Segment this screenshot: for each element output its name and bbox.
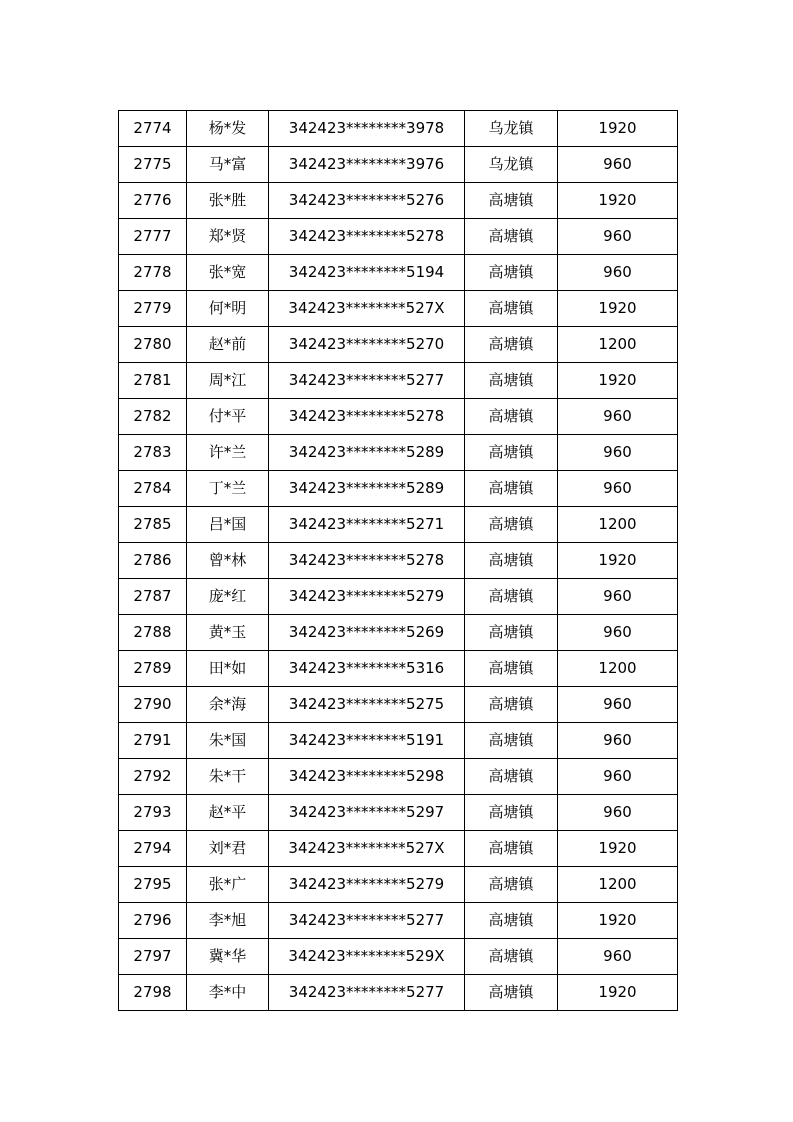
cell-town: 高塘镇 bbox=[465, 471, 558, 507]
cell-name: 马*富 bbox=[187, 147, 269, 183]
cell-id-number: 342423********5297 bbox=[269, 795, 465, 831]
cell-id-number: 342423********527X bbox=[269, 831, 465, 867]
cell-id-number: 342423********5269 bbox=[269, 615, 465, 651]
cell-name: 张*广 bbox=[187, 867, 269, 903]
table-row bbox=[119, 939, 678, 975]
cell-name: 黄*玉 bbox=[187, 615, 269, 651]
cell-id-number: 342423********5316 bbox=[269, 651, 465, 687]
cell-index: 2784 bbox=[119, 471, 187, 507]
cell-name: 朱*国 bbox=[187, 723, 269, 759]
cell-id-number: 342423********5271 bbox=[269, 507, 465, 543]
table-row bbox=[119, 291, 678, 327]
cell-index: 2789 bbox=[119, 651, 187, 687]
table-row bbox=[119, 147, 678, 183]
cell-town: 高塘镇 bbox=[465, 219, 558, 255]
cell-amount: 1920 bbox=[558, 831, 678, 867]
cell-index: 2774 bbox=[119, 111, 187, 147]
cell-amount: 1920 bbox=[558, 363, 678, 399]
table-row bbox=[119, 615, 678, 651]
cell-index: 2777 bbox=[119, 219, 187, 255]
cell-town: 高塘镇 bbox=[465, 435, 558, 471]
cell-index: 2775 bbox=[119, 147, 187, 183]
cell-name: 丁*兰 bbox=[187, 471, 269, 507]
cell-id-number: 342423********3976 bbox=[269, 147, 465, 183]
cell-name: 赵*前 bbox=[187, 327, 269, 363]
cell-amount: 960 bbox=[558, 759, 678, 795]
cell-id-number: 342423********527X bbox=[269, 291, 465, 327]
cell-town: 乌龙镇 bbox=[465, 111, 558, 147]
table-row bbox=[119, 903, 678, 939]
cell-id-number: 342423********5289 bbox=[269, 471, 465, 507]
cell-town: 高塘镇 bbox=[465, 183, 558, 219]
cell-id-number: 342423********5191 bbox=[269, 723, 465, 759]
cell-town: 高塘镇 bbox=[465, 939, 558, 975]
table-row bbox=[119, 471, 678, 507]
cell-name: 赵*平 bbox=[187, 795, 269, 831]
cell-index: 2787 bbox=[119, 579, 187, 615]
cell-amount: 1920 bbox=[558, 975, 678, 1011]
cell-id-number: 342423********5275 bbox=[269, 687, 465, 723]
cell-name: 余*海 bbox=[187, 687, 269, 723]
cell-id-number: 342423********5277 bbox=[269, 903, 465, 939]
cell-amount: 1200 bbox=[558, 507, 678, 543]
cell-id-number: 342423********5277 bbox=[269, 363, 465, 399]
beneficiary-table bbox=[118, 110, 678, 1011]
table-row bbox=[119, 399, 678, 435]
cell-name: 张*胜 bbox=[187, 183, 269, 219]
cell-name: 何*明 bbox=[187, 291, 269, 327]
cell-name: 张*宽 bbox=[187, 255, 269, 291]
cell-name: 朱*干 bbox=[187, 759, 269, 795]
cell-id-number: 342423********5270 bbox=[269, 327, 465, 363]
cell-town: 高塘镇 bbox=[465, 327, 558, 363]
cell-id-number: 342423********5194 bbox=[269, 255, 465, 291]
cell-index: 2798 bbox=[119, 975, 187, 1011]
cell-amount: 1200 bbox=[558, 327, 678, 363]
cell-town: 高塘镇 bbox=[465, 975, 558, 1011]
cell-amount: 1200 bbox=[558, 651, 678, 687]
table-row bbox=[119, 255, 678, 291]
cell-index: 2788 bbox=[119, 615, 187, 651]
cell-name: 李*旭 bbox=[187, 903, 269, 939]
cell-amount: 960 bbox=[558, 219, 678, 255]
table-row bbox=[119, 543, 678, 579]
cell-amount: 960 bbox=[558, 687, 678, 723]
cell-town: 高塘镇 bbox=[465, 255, 558, 291]
cell-id-number: 342423********5298 bbox=[269, 759, 465, 795]
cell-town: 高塘镇 bbox=[465, 903, 558, 939]
cell-index: 2793 bbox=[119, 795, 187, 831]
cell-town: 高塘镇 bbox=[465, 687, 558, 723]
cell-amount: 1920 bbox=[558, 543, 678, 579]
cell-index: 2790 bbox=[119, 687, 187, 723]
cell-amount: 1200 bbox=[558, 867, 678, 903]
cell-amount: 1920 bbox=[558, 291, 678, 327]
cell-town: 高塘镇 bbox=[465, 651, 558, 687]
cell-amount: 1920 bbox=[558, 903, 678, 939]
cell-id-number: 342423********5278 bbox=[269, 219, 465, 255]
cell-amount: 960 bbox=[558, 579, 678, 615]
table-row bbox=[119, 579, 678, 615]
table-row bbox=[119, 723, 678, 759]
cell-index: 2780 bbox=[119, 327, 187, 363]
cell-town: 高塘镇 bbox=[465, 363, 558, 399]
table-row bbox=[119, 687, 678, 723]
cell-amount: 960 bbox=[558, 723, 678, 759]
table-row bbox=[119, 111, 678, 147]
cell-town: 高塘镇 bbox=[465, 759, 558, 795]
cell-id-number: 342423********3978 bbox=[269, 111, 465, 147]
table-row bbox=[119, 363, 678, 399]
table-row bbox=[119, 183, 678, 219]
cell-name: 冀*华 bbox=[187, 939, 269, 975]
cell-name: 曾*林 bbox=[187, 543, 269, 579]
cell-amount: 960 bbox=[558, 615, 678, 651]
cell-index: 2791 bbox=[119, 723, 187, 759]
cell-index: 2778 bbox=[119, 255, 187, 291]
beneficiary-table-body bbox=[119, 111, 678, 1011]
cell-id-number: 342423********5278 bbox=[269, 543, 465, 579]
cell-amount: 960 bbox=[558, 147, 678, 183]
cell-town: 高塘镇 bbox=[465, 507, 558, 543]
cell-name: 杨*发 bbox=[187, 111, 269, 147]
cell-amount: 960 bbox=[558, 795, 678, 831]
cell-id-number: 342423********529X bbox=[269, 939, 465, 975]
cell-id-number: 342423********5278 bbox=[269, 399, 465, 435]
cell-town: 乌龙镇 bbox=[465, 147, 558, 183]
cell-name: 李*中 bbox=[187, 975, 269, 1011]
cell-amount: 960 bbox=[558, 471, 678, 507]
cell-amount: 960 bbox=[558, 435, 678, 471]
cell-town: 高塘镇 bbox=[465, 615, 558, 651]
table-row bbox=[119, 975, 678, 1011]
table-row bbox=[119, 831, 678, 867]
cell-amount: 1920 bbox=[558, 183, 678, 219]
table-row bbox=[119, 435, 678, 471]
cell-name: 付*平 bbox=[187, 399, 269, 435]
cell-amount: 960 bbox=[558, 399, 678, 435]
cell-town: 高塘镇 bbox=[465, 543, 558, 579]
cell-id-number: 342423********5277 bbox=[269, 975, 465, 1011]
table-row bbox=[119, 327, 678, 363]
cell-index: 2792 bbox=[119, 759, 187, 795]
cell-name: 郑*贤 bbox=[187, 219, 269, 255]
cell-name: 吕*国 bbox=[187, 507, 269, 543]
cell-index: 2781 bbox=[119, 363, 187, 399]
cell-id-number: 342423********5279 bbox=[269, 867, 465, 903]
cell-name: 庞*红 bbox=[187, 579, 269, 615]
cell-index: 2779 bbox=[119, 291, 187, 327]
cell-index: 2786 bbox=[119, 543, 187, 579]
table-row bbox=[119, 507, 678, 543]
cell-amount: 960 bbox=[558, 939, 678, 975]
cell-index: 2785 bbox=[119, 507, 187, 543]
cell-town: 高塘镇 bbox=[465, 291, 558, 327]
cell-name: 许*兰 bbox=[187, 435, 269, 471]
cell-index: 2795 bbox=[119, 867, 187, 903]
cell-index: 2783 bbox=[119, 435, 187, 471]
table-row bbox=[119, 219, 678, 255]
table-row bbox=[119, 759, 678, 795]
cell-id-number: 342423********5276 bbox=[269, 183, 465, 219]
cell-index: 2782 bbox=[119, 399, 187, 435]
cell-town: 高塘镇 bbox=[465, 399, 558, 435]
cell-amount: 960 bbox=[558, 255, 678, 291]
cell-index: 2794 bbox=[119, 831, 187, 867]
table-row bbox=[119, 795, 678, 831]
cell-town: 高塘镇 bbox=[465, 795, 558, 831]
cell-town: 高塘镇 bbox=[465, 867, 558, 903]
cell-id-number: 342423********5279 bbox=[269, 579, 465, 615]
cell-index: 2776 bbox=[119, 183, 187, 219]
table-row bbox=[119, 651, 678, 687]
cell-town: 高塘镇 bbox=[465, 579, 558, 615]
cell-town: 高塘镇 bbox=[465, 831, 558, 867]
cell-name: 刘*君 bbox=[187, 831, 269, 867]
cell-index: 2796 bbox=[119, 903, 187, 939]
cell-name: 田*如 bbox=[187, 651, 269, 687]
cell-amount: 1920 bbox=[558, 111, 678, 147]
cell-index: 2797 bbox=[119, 939, 187, 975]
table-row bbox=[119, 867, 678, 903]
cell-town: 高塘镇 bbox=[465, 723, 558, 759]
cell-id-number: 342423********5289 bbox=[269, 435, 465, 471]
cell-name: 周*江 bbox=[187, 363, 269, 399]
